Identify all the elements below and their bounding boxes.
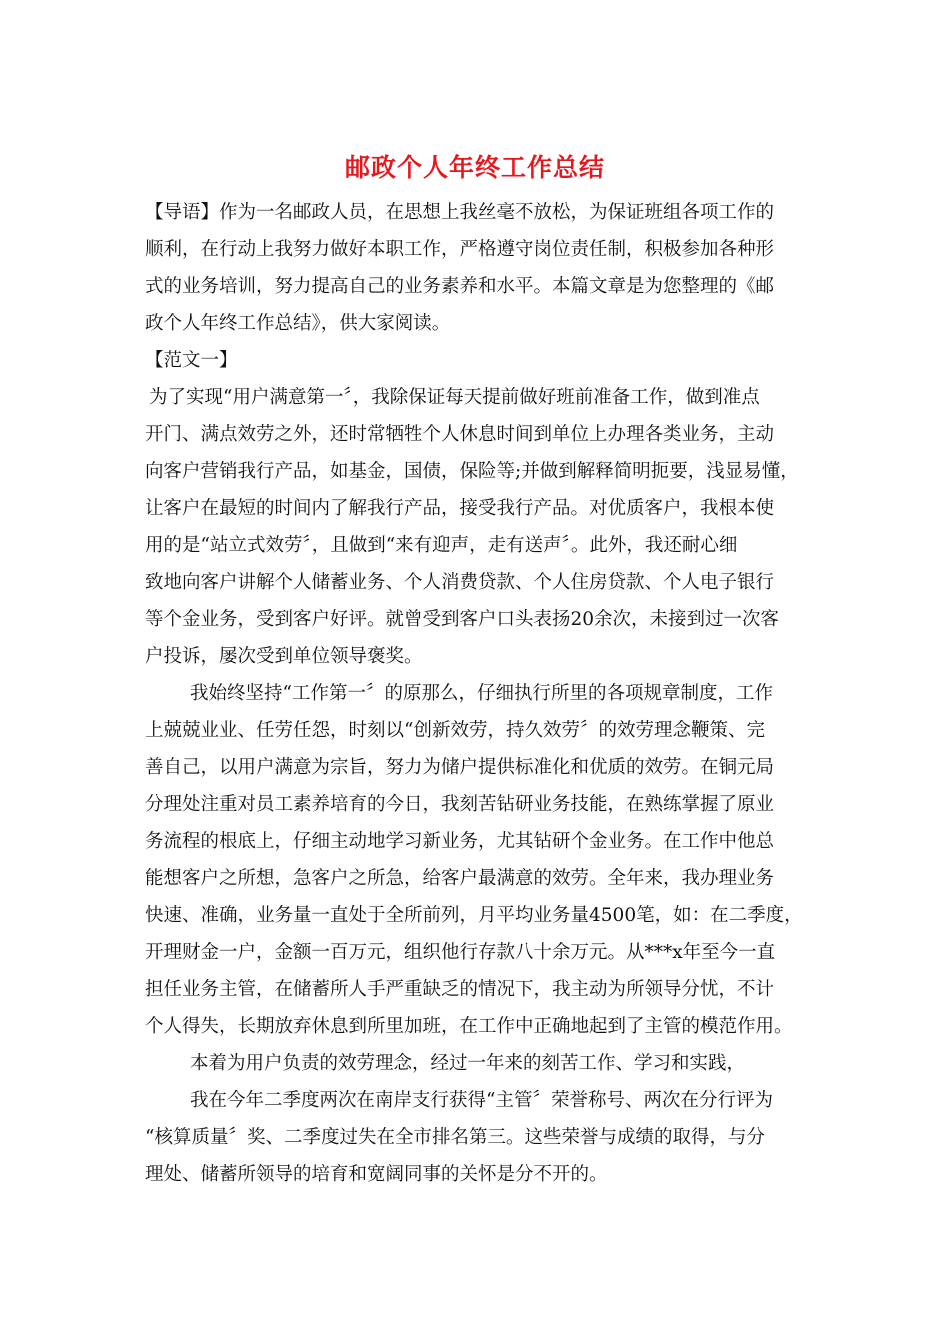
text-line: 开门、满点效劳之外，还时常牺牲个人休息时间到单位上办理各类业务，主动	[145, 424, 775, 445]
text-line: 分理处注重对员工素养培育的今日，我刻苦钻研业务技能，在熟练掌握了原业	[145, 794, 775, 815]
text-line: 担任业务主管，在储蓄所人手严重缺乏的情况下，我主动为所领导分忧，不计	[145, 979, 775, 1000]
text-line: 【导语】作为一名邮政人员，在思想上我丝毫不放松，为保证班组各项工作的	[145, 202, 775, 223]
text-line: 户投诉，屡次受到单位领导褒奖。	[145, 646, 423, 667]
text-line: 向客户营销我行产品，如基金，国债，保险等;并做到解释简明扼要，浅显易懂，	[145, 461, 799, 482]
text-line: 开理财金一户，金额一百万元，组织他行存款八十余万元。从***x年至今一直	[145, 942, 776, 963]
text-line: 致地向客户讲解个人储蓄业务、个人消费贷款、个人住房贷款、个人电子银行	[145, 572, 775, 593]
document-body	[145, 194, 815, 1193]
text-line: 能想客户之所想，急客户之所急，给客户最满意的效劳。全年来，我办理业务	[145, 868, 775, 889]
text-line: 我始终坚持“工作第一〞的原那么，仔细执行所里的各项规章制度，工作	[190, 683, 773, 704]
text-line: 我在今年二季度两次在南岸支行获得“主管〞荣誉称号、两次在分行评为	[190, 1090, 773, 1111]
text-line: 上兢兢业业、任劳任怨，时刻以“创新效劳，持久效劳〞的效劳理念鞭策、完	[145, 720, 765, 741]
text-line: 本着为用户负责的效劳理念，经过一年来的刻苦工作、学习和实践，	[190, 1053, 746, 1074]
text-line: 理处、储蓄所领导的培育和宽阔同事的关怀是分不开的。	[145, 1164, 608, 1185]
text-line: “核算质量〞奖、二季度过失在全市排名第三。这些荣誉与成绩的取得，与分	[145, 1127, 765, 1148]
text-line: 快速、准确，业务量一直处于全所前列，月平均业务量4500笔，如：在二季度，	[145, 905, 803, 926]
text-line: 让客户在最短的时间内了解我行产品，接受我行产品。对优质客户，我根本使	[145, 498, 775, 519]
text-line: 政个人年终工作总结》，供大家阅读。	[145, 313, 451, 334]
text-line: 个人得失，长期放弃休息到所里加班，在工作中正确地起到了主管的模范作用。	[145, 1016, 793, 1037]
section-heading: 【范文一】	[145, 350, 238, 371]
text-line: 顺利，在行动上我努力做好本职工作，严格遵守岗位责任制，积极参加各种形	[145, 239, 775, 260]
text-line: 用的是“站立式效劳〞，且做到“来有迎声，走有送声〞。此外，我还耐心细	[145, 535, 738, 556]
text-line: 务流程的根底上，仔细主动地学习新业务，尤其钻研个金业务。在工作中他总	[145, 831, 775, 852]
text-line: 善自己，以用户满意为宗旨，努力为储户提供标准化和优质的效劳。在铜元局	[145, 757, 775, 778]
text-line: 式的业务培训，努力提高自己的业务素养和水平。本篇文章是为您整理的《邮	[145, 276, 775, 297]
page-title: 邮政个人年终工作总结	[344, 153, 605, 182]
text-line: 等个金业务，受到客户好评。就曾受到客户口头表扬20余次，未接到过一次客	[145, 609, 780, 630]
text-line: 为了实现“用户满意第一〞，我除保证每天提前做好班前准备工作，做到准点	[149, 387, 760, 408]
